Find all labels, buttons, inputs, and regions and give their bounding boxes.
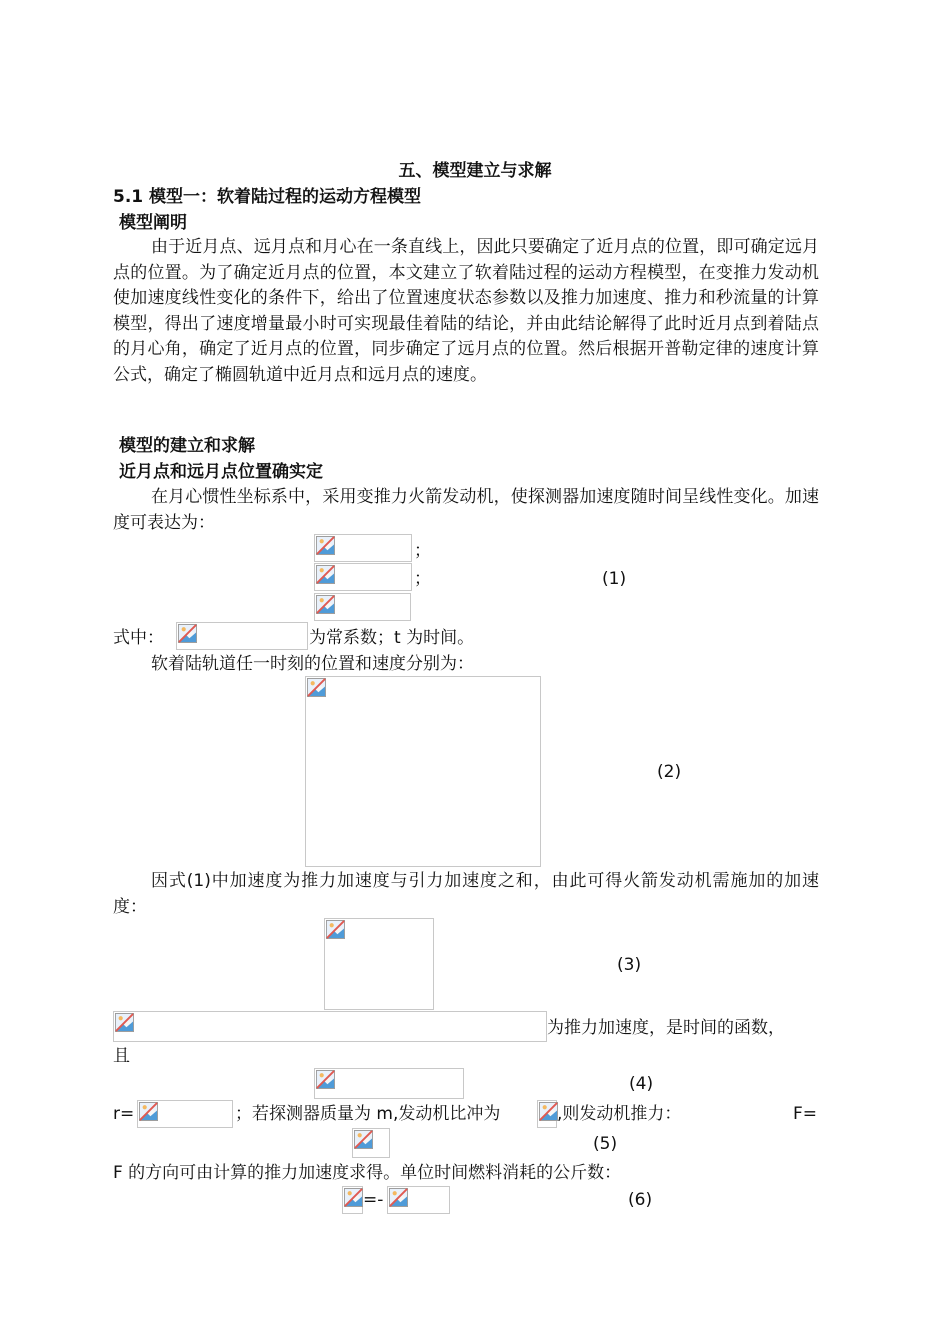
accel-intro-paragraph: 在月心惯性坐标系中，采用变推力火箭发动机，使探测器加速度随时间呈线性变化。加速度可表达为： <box>113 487 819 533</box>
mass-flow-image <box>342 1186 363 1214</box>
equation-3-label: (3) <box>617 955 642 975</box>
equation-1c-image <box>314 593 411 621</box>
f-equals: F= <box>793 1104 818 1124</box>
equation-1b-image <box>314 563 412 591</box>
fuel-consumption-text: F 的方向可由计算的推力加速度求得。单位时间燃料消耗的公斤数： <box>113 1163 622 1183</box>
r-prefix: r= <box>113 1104 135 1124</box>
specific-impulse-image <box>537 1100 557 1128</box>
broken-image-icon <box>344 1188 363 1207</box>
where-suffix: 为常系数；t 为时间。 <box>309 628 475 648</box>
equation-2-image <box>305 676 541 867</box>
broken-image-icon <box>316 595 335 614</box>
equation-2-label: (2) <box>657 762 682 782</box>
broken-image-icon <box>389 1188 408 1207</box>
thrust-acceleration-image <box>113 1011 547 1042</box>
broken-image-icon <box>316 536 335 555</box>
eq1-separator-2: ； <box>414 569 431 589</box>
equation-6-label: (6) <box>628 1190 653 1210</box>
where-prefix: 式中： <box>113 628 164 648</box>
position-heading: 近月点和远月点位置确实定 <box>119 462 323 482</box>
equation-4-label: (4) <box>629 1074 654 1094</box>
broken-image-icon <box>539 1102 558 1121</box>
eq1-separator-1: ； <box>414 541 431 561</box>
broken-image-icon <box>326 920 345 939</box>
equation-1-label: (1) <box>602 569 627 589</box>
equation-3-image <box>324 918 434 1010</box>
build-solve-heading: 模型的建立和求解 <box>119 436 255 456</box>
and-text: 且 <box>113 1046 130 1066</box>
eq6-equals-minus: =- <box>363 1190 384 1210</box>
mass-text: ；若探测器质量为 m,发动机比冲为 <box>235 1104 501 1124</box>
equation-5-label: (5) <box>593 1134 618 1154</box>
equation-4-image <box>314 1068 464 1099</box>
model-explanation-paragraph: 由于近月点、远月点和月心在一条直线上，因此只要确定了近月点的位置，即可确定远月点的位置。为了确定近月点的位置，本文建立了软着陆过程的运动方程模型，在变推力发动机使加速度线性变化的条件下，给出了位置速度状态参数以及推力加速度、推力和秒流量的计算模型，得出了速度增量最小时可实现最佳着陆的结论，并由此结论解得了此时近月点到着陆点的月心角，确定了近月点的位置，同步确定了远月点的位置。然后根据开普勒定律的速度计算公式，确定了椭圆轨道中近月点和远月点的速度。 <box>113 237 819 385</box>
coefficients-image <box>176 622 308 650</box>
model-explanation-heading: 模型阐明 <box>119 213 187 233</box>
equation-1a-image <box>314 534 412 562</box>
broken-image-icon <box>316 1070 335 1089</box>
broken-image-icon <box>316 565 335 584</box>
equation-6-image <box>387 1186 450 1214</box>
broken-image-icon <box>178 624 197 643</box>
model1-heading: 5.1 模型一：软着陆过程的运动方程模型 <box>113 187 422 207</box>
r-expression-image <box>137 1100 233 1128</box>
section-title: 五、模型建立与求解 <box>398 161 552 181</box>
broken-image-icon <box>307 678 326 697</box>
thrust-acceleration-text: 为推力加速度，是时间的函数， <box>547 1018 785 1038</box>
broken-image-icon <box>139 1102 158 1121</box>
trajectory-intro: 软着陆轨道任一时刻的位置和速度分别为： <box>151 654 474 674</box>
equation-5-image <box>352 1128 390 1158</box>
eq3-intro-paragraph: 因式(1)中加速度为推力加速度与引力加速度之和，由此可得火箭发动机需施加的加速度： <box>113 871 819 917</box>
broken-image-icon <box>115 1013 134 1032</box>
thrust-text: ,则发动机推力： <box>557 1104 682 1124</box>
broken-image-icon <box>354 1130 373 1149</box>
